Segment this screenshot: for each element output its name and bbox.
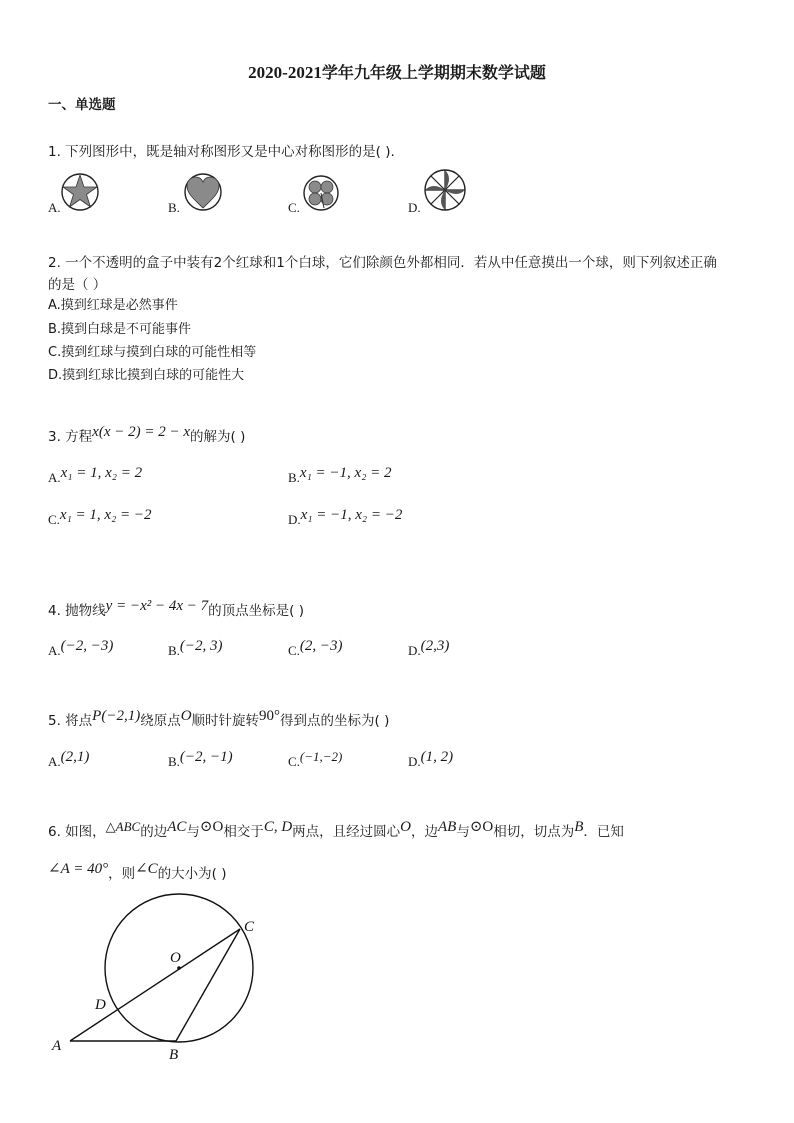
q2-option-a: A.摸到红球是必然事件 — [48, 298, 178, 313]
q1-option-c-label: C. — [288, 200, 300, 215]
q6-p7: 与 — [456, 824, 470, 840]
q6-p5: 两点，且经过圆心 — [292, 824, 401, 840]
q4-option-d-label: D. — [408, 643, 421, 658]
q6-figure-label-a: A — [52, 1038, 62, 1054]
section-heading: 一、单选题 — [48, 97, 116, 113]
q4-option-b-math: (−2, 3) — [179, 638, 223, 654]
q6-ab: AB — [438, 819, 457, 835]
q3-option-c-math: x₁ = 1, x₂ = −2 — [59, 507, 152, 523]
q2-option-b: B.摸到白球是不可能事件 — [48, 322, 192, 337]
q4-pre: 4. 抛物线 — [48, 603, 106, 619]
q4-option-b-label: B. — [168, 643, 180, 658]
q4-option-d-math: (2,3) — [420, 638, 450, 654]
q3-option-d-label: D. — [288, 512, 301, 527]
q5-angle: 90° — [259, 708, 281, 724]
q2-stem-line1: 2. 一个不透明的盒子中装有2个红球和1个白球，它们除颜色外都相同．若从中任意摸出一个球，则下列叙述正确 — [48, 255, 717, 271]
q6-figure-label-b: B — [169, 1047, 179, 1063]
q6-p4: 相交于 — [223, 824, 264, 840]
q5-pre: 5. 将点 — [48, 713, 93, 729]
q3-post: 的解为( ) — [190, 429, 246, 445]
q6-p11: 的大小为( ) — [157, 866, 227, 882]
q6-ac: AC — [167, 819, 187, 835]
q6-p10: ，则 — [108, 866, 136, 882]
q2-option-d: D.摸到红球比摸到白球的可能性大 — [48, 368, 245, 383]
q3-pre: 3. 方程 — [48, 429, 93, 445]
q5-mid2: 顺时针旋转 — [191, 713, 260, 729]
q2-stem-line2: 的是（ ） — [48, 277, 107, 293]
q6-triangle: △ABC — [105, 819, 141, 834]
q6-p9: ．已知 — [583, 824, 624, 840]
q6-figure-label-o: O — [170, 950, 181, 966]
q3-option-b-math: x₁ = −1, x₂ = 2 — [299, 465, 392, 481]
q5-option-c-label: C. — [288, 754, 300, 769]
q5-option-d-math: (1, 2) — [420, 749, 454, 765]
title-year: 2020-2021 — [248, 63, 322, 82]
q3-option-c-label: C. — [48, 512, 60, 527]
q6-cd: C, D — [263, 819, 293, 835]
q6-circle-o-2: ⊙O — [469, 819, 494, 835]
q6-p1: 6. 如图， — [48, 824, 106, 840]
q6-p3: 与 — [186, 824, 200, 840]
q6-angle-c: ∠C — [135, 861, 158, 877]
q4-equation: y = −x² − 4x − 7 — [105, 598, 209, 614]
q6-figure-center-dot — [177, 966, 181, 970]
q6-o: O — [400, 819, 411, 835]
q5-option-c-math: (−1,−2) — [299, 749, 343, 764]
q5-option-a-math: (2,1) — [60, 749, 90, 765]
q5-mid1: 绕原点 — [140, 713, 181, 729]
q6-figure-line-bc — [176, 929, 240, 1041]
q4-option-c-math: (2, −3) — [299, 638, 343, 654]
title-text: 学年九年级上学期期末数学试题 — [321, 63, 546, 82]
q3-option-a-label: A. — [48, 470, 61, 485]
q4-option-a-label: A. — [48, 643, 61, 658]
q3-option-d-math: x₁ = −1, x₂ = −2 — [300, 507, 403, 523]
q6-circle-o-1: ⊙O — [199, 819, 224, 835]
q6-figure-line-ac — [70, 929, 240, 1041]
q1-option-d-label: D. — [408, 200, 421, 215]
q1-stem: 1. 下列图形中，既是轴对称图形又是中心对称图形的是( ). — [48, 144, 395, 160]
q6-p8: 相切，切点为 — [493, 824, 575, 840]
q6-b: B — [574, 819, 584, 835]
q5-option-a-label: A. — [48, 754, 61, 769]
q2-option-c: C.摸到红球与摸到白球的可能性相等 — [48, 345, 257, 360]
q6-figure-label-d: D — [95, 997, 106, 1013]
q4-option-c-label: C. — [288, 643, 300, 658]
q4-option-a-math: (−2, −3) — [60, 638, 114, 654]
q3-equation: x(x − 2) = 2 − x — [92, 424, 191, 440]
q5-post: 得到点的坐标为( ) — [280, 713, 390, 729]
q6-figure-label-c: C — [244, 919, 255, 935]
q3-option-a-math: x₁ = 1, x₂ = 2 — [60, 465, 143, 481]
q1-option-a-label: A. — [48, 200, 61, 215]
q6-p6: ，边 — [411, 824, 438, 840]
q5-option-d-label: D. — [408, 754, 421, 769]
q5-option-b-label: B. — [168, 754, 180, 769]
q6-angle-a: ∠A = 40° — [48, 861, 109, 877]
q1-option-b-label: B. — [168, 200, 180, 215]
q5-point: P(−2,1) — [92, 708, 141, 724]
q5-origin: O — [180, 708, 192, 724]
q4-post: 的顶点坐标是( ) — [208, 603, 304, 619]
q3-option-b-label: B. — [288, 470, 300, 485]
q6-p2: 的边 — [140, 824, 168, 840]
q5-option-b-math: (−2, −1) — [179, 749, 233, 765]
